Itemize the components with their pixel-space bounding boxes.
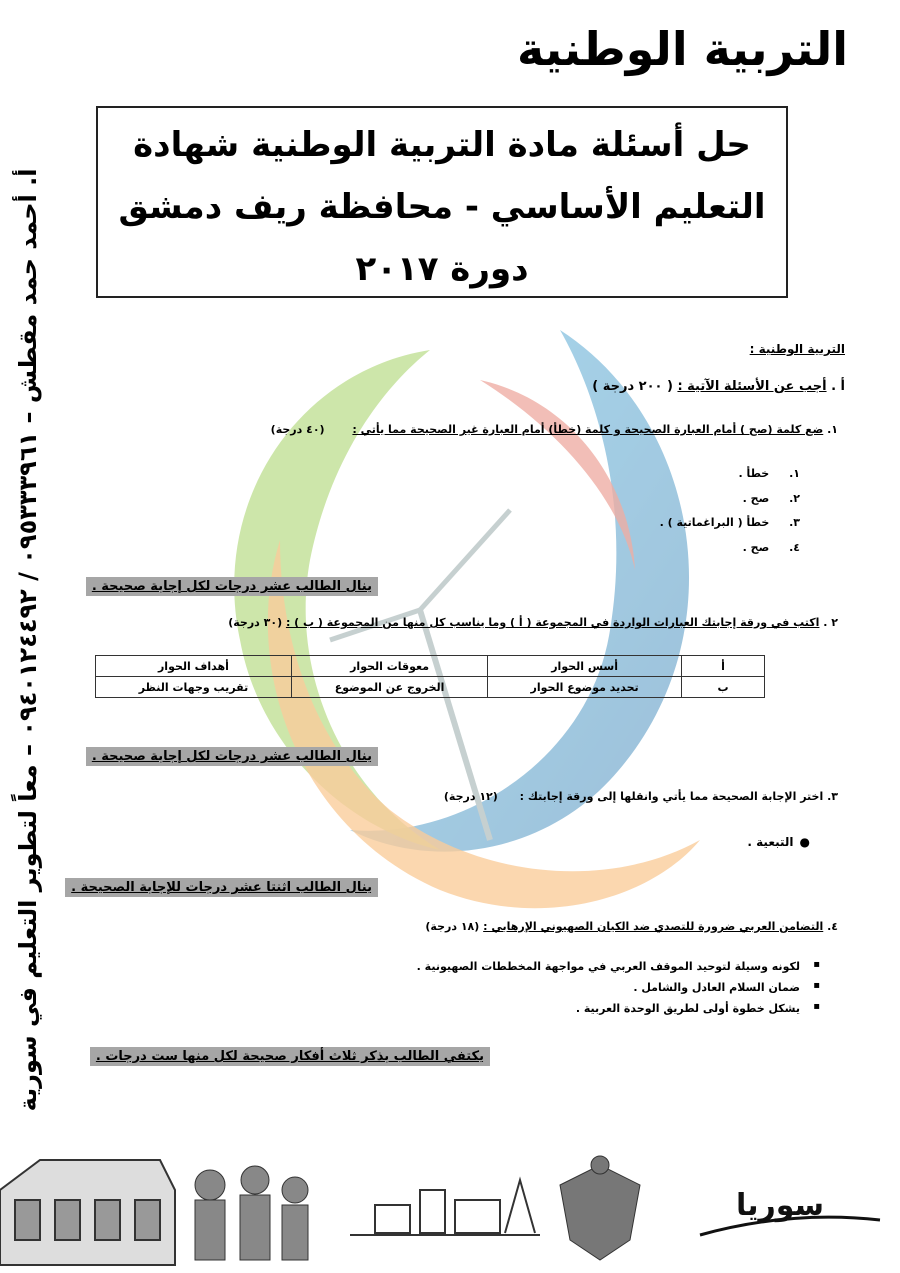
q2-number: ٢ .: [823, 616, 838, 629]
dialogue-table: [95, 655, 765, 698]
watermark-logo: [180, 310, 740, 910]
q3-marks: (١٢ درجة): [443, 790, 498, 803]
q1-answer-4: ٤. صح .: [742, 540, 800, 554]
q1-answer-3: ٣. خطأ ( البراغماتية ) .: [659, 516, 800, 529]
q4-marks: (١٨ درجة): [425, 920, 480, 933]
q3-prompt: [118, 790, 838, 803]
q3-note: ينال الطالب اثنتا عشر درجات للإجابة الصحيحة .: [65, 876, 378, 895]
q2-note: ينال الطالب عشر درجات لكل إجابة صحيحة .: [86, 745, 378, 764]
table-cell: تقريب وجهات النظر: [96, 677, 292, 698]
part-a-label: أ .: [831, 379, 845, 394]
table-cell: تحديد موضوع الحوار: [488, 677, 682, 698]
title-line-1: حل أسئلة مادة التربية الوطنية شهادة: [133, 125, 751, 165]
syrian-eagle-emblem: [560, 1156, 640, 1260]
list-item: ▪ لكونه وسيلة لتوحيد الموقف العربي في مواجهة المخططات الصهيونية .: [222, 960, 822, 973]
side-credit-text: أ. أحمد حمد مقطش – ٠٩٥٣٣٣٩٦١ / ٠٩٤٠١٢٤٤٩٢ – معاً لتطوير التعليم في سورية: [14, 168, 42, 1112]
q3-answer: ●التبعية .: [747, 835, 810, 849]
q1-text: ضع كلمة (صح ) أمام العبارة الصحيحة و كلمة (خطأ) أمام العبارة غير الصحيحة مما يأتي :: [352, 423, 824, 436]
table-row: [96, 656, 765, 677]
q4-answers: [222, 960, 822, 1023]
table-cell: معوقات الحوار: [291, 656, 487, 677]
svg-text:سوريا: سوريا: [735, 1188, 825, 1223]
table-cell: الخروج عن الموضوع: [291, 677, 487, 698]
title-line-2: التعليم الأساسي - محافظة ريف دمشق: [118, 187, 766, 227]
q2-marks: (٣٠ درجة): [228, 616, 283, 629]
section-heading: التربية الوطنية :: [749, 342, 845, 356]
q1-answer-2: ٢. صح .: [742, 491, 800, 505]
title-line-3: دورة ٢٠١٧: [355, 249, 529, 289]
q1-answers: [660, 462, 800, 560]
side-credit: [4, 168, 52, 1112]
q1-prompt: [118, 423, 838, 436]
people-illustration: [195, 1166, 308, 1260]
q3-text: اختر الإجابة الصحيحة مما يأتي وانقلها إلى ورقة إجابتك :: [519, 790, 824, 803]
q1-number: ١.: [827, 423, 838, 436]
q2-text: اكتب في ورقة إجابتك العبارات الواردة في المجموعة ( أ ) وما يناسب كل منها من المجموعة ( ب ) :: [285, 616, 820, 629]
q1-marks: (٤٠ درجة): [270, 423, 325, 436]
table-cell: أسس الحوار: [488, 656, 682, 677]
part-a-heading: [592, 379, 845, 394]
footer-decoration: [0, 1140, 900, 1273]
page-header-subject: التربية الوطنية: [516, 22, 848, 76]
building-illustration: [0, 1160, 175, 1265]
part-a-marks: ( ٢٠٠ درجة ): [592, 379, 673, 394]
q4-note: يكتفي الطالب بذكر ثلاث أفكار صحيحة لكل منها ست درجات .: [90, 1045, 490, 1064]
landmarks-illustration: [350, 1180, 540, 1235]
q1-answer-1: ١. خطأ .: [738, 467, 800, 480]
table-row: [96, 677, 765, 698]
table-cell: ب: [682, 677, 765, 698]
q4-prompt: [118, 920, 838, 933]
q4-text: التضامن العربي ضرورة للتصدي ضد الكيان الصهيوني الإرهابي :: [483, 920, 824, 933]
table-cell: أ: [682, 656, 765, 677]
list-item: ▪ يشكل خطوة أولى لطريق الوحدة العربية .: [222, 1002, 822, 1015]
table-cell: أهداف الحوار: [96, 656, 292, 677]
syria-signature: [700, 1188, 880, 1235]
part-a-text: أجب عن الأسئلة الآتية :: [677, 379, 827, 394]
list-item: ▪ ضمان السلام العادل والشامل .: [222, 981, 822, 994]
q2-prompt: [118, 616, 838, 629]
title-box: [96, 106, 788, 298]
q4-number: ٤.: [827, 920, 838, 933]
q3-number: ٣.: [827, 790, 838, 803]
q1-note: ينال الطالب عشر درجات لكل إجابة صحيحة .: [86, 575, 378, 594]
